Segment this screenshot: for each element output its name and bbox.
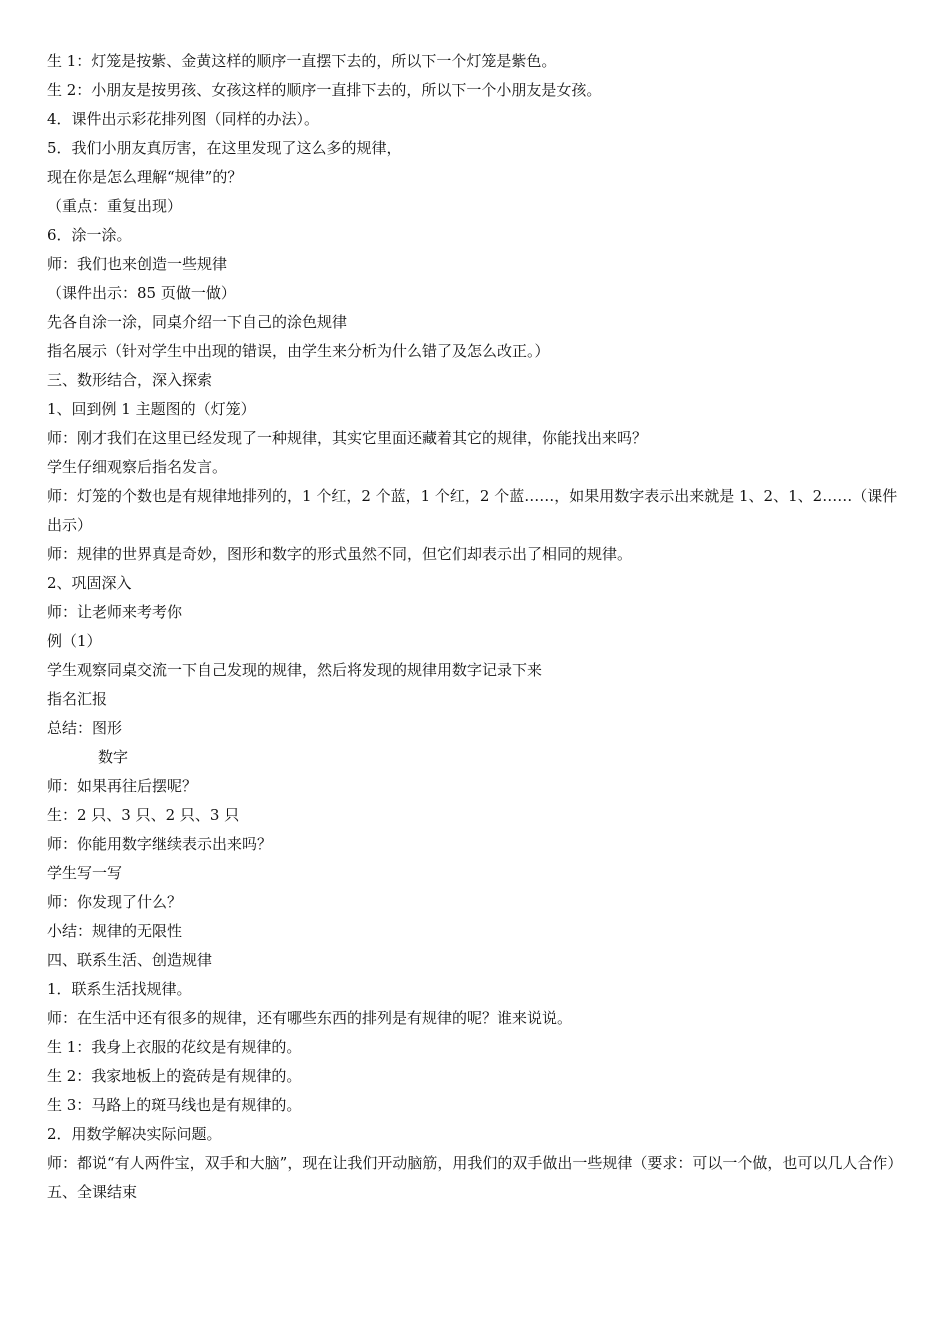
paragraph: 2、巩固深入 [47,574,132,592]
paragraph: 师：刚才我们在这里已经发现了一种规律，其实它里面还藏着其它的规律，你能找出来吗？ [47,429,648,447]
paragraph: 师：如果再往后摆呢？ [47,777,198,795]
paragraph: 生 3：马路上的斑马线也是有规律的。 [47,1096,302,1114]
section-heading: 四、联系生活、创造规律 [47,951,213,969]
paragraph: （重点：重复出现） [47,197,183,215]
paragraph: 师：你能用数字继续表示出来吗？ [47,835,273,853]
paragraph: 学生观察同桌交流一下自己发现的规律，然后将发现的规律用数字记录下来 [47,661,543,679]
paragraph: 现在你是怎么理解“规律”的？ [47,168,243,186]
paragraph: 5．我们小朋友真厉害，在这里发现了这么多的规律， [47,139,402,157]
paragraph: 生 1：我身上衣服的花纹是有规律的。 [47,1038,302,1056]
paragraph: 1．联系生活找规律。 [47,980,192,998]
paragraph: 师：让老师来考考你 [47,603,183,621]
paragraph: 师：在生活中还有很多的规律，还有哪些东西的排列是有规律的呢？谁来说说。 [47,1009,573,1027]
paragraph: 学生仔细观察后指名发言。 [47,458,228,476]
paragraph: 先各自涂一涂，同桌介绍一下自己的涂色规律 [47,313,348,331]
paragraph: 学生写一写 [47,864,123,882]
paragraph: 师：规律的世界真是奇妙，图形和数字的形式虽然不同，但它们却表示出了相同的规律。 [47,545,633,563]
paragraph: 生 2：我家地板上的瓷砖是有规律的。 [47,1067,302,1085]
paragraph: （课件出示：85 页做一做） [47,284,236,302]
paragraph: 师：你发现了什么？ [47,893,183,911]
paragraph: 指名展示（针对学生中出现的错误，由学生来分析为什么错了及怎么改正。） [47,342,550,360]
paragraph: 师：都说“有人两件宝，双手和大脑”，现在让我们开动脑筋，用我们的双手做出一些规律（要求：可以一个做，也可以几人合作） [47,1154,903,1172]
paragraph: 例（1） [47,632,102,650]
paragraph: 指名汇报 [47,690,108,708]
paragraph: 生 1：灯笼是按紫、金黄这样的顺序一直摆下去的，所以下一个灯笼是紫色。 [47,52,557,70]
paragraph: 生 2：小朋友是按男孩、女孩这样的顺序一直排下去的，所以下一个小朋友是女孩。 [47,81,602,99]
paragraph: 6．涂一涂。 [47,226,132,244]
paragraph: 师：灯笼的个数也是有规律地排列的，1 个红，2 个蓝，1 个红，2 个蓝……，如果用数字表示出来就是 1、2、1、2……（课件出示） [47,487,898,534]
paragraph: 2．用数学解决实际问题。 [47,1125,222,1143]
section-heading: 三、数形结合，深入探索 [47,371,213,389]
paragraph: 生：2 只、3 只、2 只、3 只 [47,806,240,824]
paragraph: 1、回到例 1 主题图的（灯笼） [47,400,256,418]
paragraph: 师：我们也来创造一些规律 [47,255,228,273]
document-body [47,47,909,1207]
paragraph: 数字 [98,748,129,766]
paragraph: 4．课件出示彩花排列图（同样的办法）。 [47,110,320,128]
paragraph: 总结：图形 [47,719,123,737]
paragraph: 小结：规律的无限性 [47,922,183,940]
section-heading: 五、全课结束 [47,1183,138,1201]
